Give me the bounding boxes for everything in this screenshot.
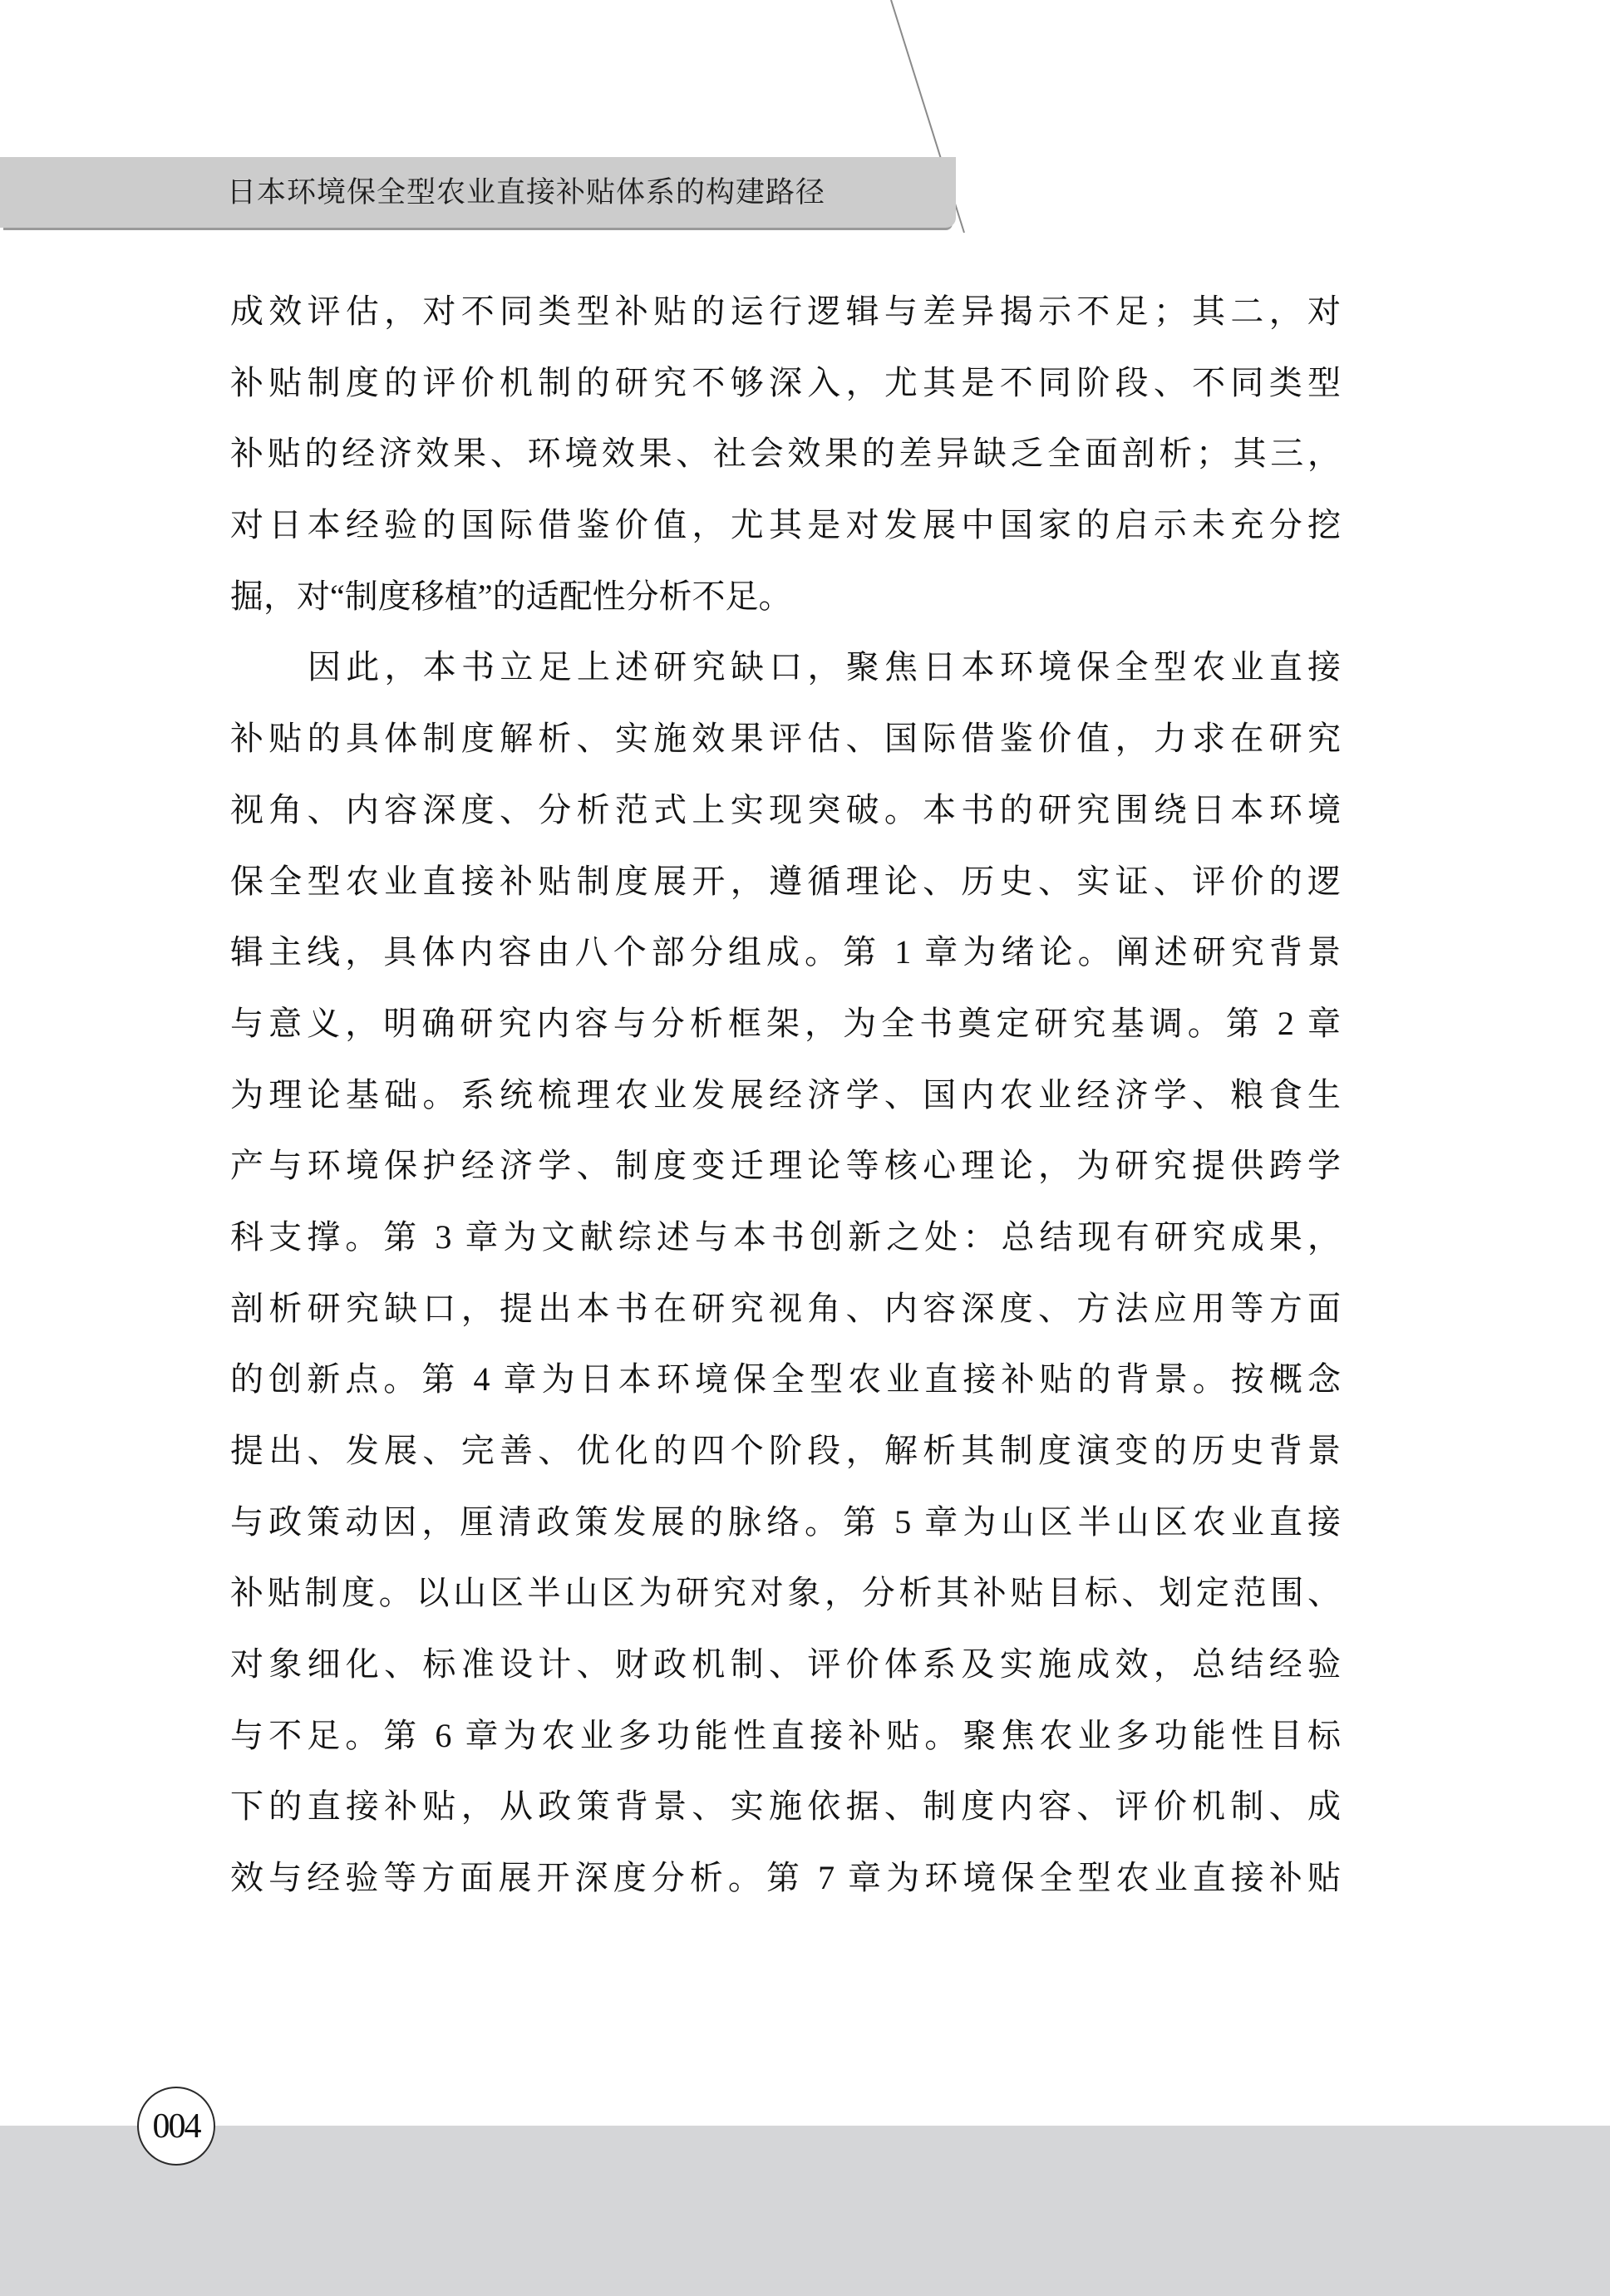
text-line: 提出、发展、完善、优化的四个阶段，解析其制度演变的历史背景 [230, 1432, 1341, 1469]
text-line: 产与环境保护经济学、制度变迁理论等核心理论，为研究提供跨学 [230, 1147, 1341, 1185]
text-line: 与政策动因，厘清政策发展的脉络。第 5 章为山区半山区农业直接 [230, 1502, 1341, 1541]
text-line: 下的直接补贴，从政策背景、实施依据、制度内容、评价机制、成 [230, 1787, 1341, 1826]
running-header-title: 日本环境保全型农业直接补贴体系的构建路径 [227, 176, 826, 209]
paragraph [230, 276, 1341, 632]
page-number: 004 [137, 2087, 215, 2166]
body-text [230, 276, 1341, 1914]
text-line: 辑主线，具体内容由八个部分组成。第 1 章为绪论。阐述研究背景 [230, 933, 1341, 971]
footer-band [0, 2126, 1610, 2296]
text-line: 保全型农业直接补贴制度展开，遵循理论、历史、实证、评价的逻 [230, 862, 1341, 900]
text-line: 补贴的具体制度解析、实施效果评估、国际借鉴价值，力求在研究 [230, 720, 1341, 758]
text-line: 成效评估，对不同类型补贴的运行逻辑与差异揭示不足；其二，对 [230, 293, 1341, 330]
text-line: 为理论基础。系统梳理农业发展经济学、国内农业经济学、粮食生 [230, 1075, 1341, 1114]
text-line: 与意义，明确研究内容与分析框架，为全书奠定研究基调。第 2 章 [230, 1004, 1341, 1042]
text-line: 掘，对“制度移植”的适配性分析不足。 [230, 577, 792, 615]
text-line: 补贴制度的评价机制的研究不够深入，尤其是不同阶段、不同类型 [230, 363, 1341, 401]
text-line: 科支撑。第 3 章为文献综述与本书创新之处：总结现有研究成果， [230, 1217, 1341, 1256]
text-line: 效与经验等方面展开深度分析。第 7 章为环境保全型农业直接补贴 [230, 1859, 1341, 1897]
text-line: 因此，本书立足上述研究缺口，聚焦日本环境保全型农业直接 [308, 648, 1341, 686]
text-line: 视角、内容深度、分析范式上实现突破。本书的研究围绕日本环境 [230, 790, 1341, 828]
text-line: 对象细化、标准设计、财政机制、评价体系及实施成效，总结经验 [230, 1645, 1341, 1684]
text-line: 补贴制度。以山区半山区为研究对象，分析其补贴目标、划定范围、 [230, 1574, 1341, 1612]
text-line: 剖析研究缺口，提出本书在研究视角、内容深度、方法应用等方面 [230, 1289, 1341, 1327]
text-line: 的创新点。第 4 章为日本环境保全型农业直接补贴的背景。按概念 [230, 1360, 1341, 1399]
paragraph [230, 632, 1341, 1913]
text-line: 对日本经验的国际借鉴价值，尤其是对发展中国家的启示未充分挖 [230, 506, 1341, 544]
text-line: 补贴的经济效果、环境效果、社会效果的差异缺乏全面剖析；其三， [230, 435, 1341, 473]
text-line: 与不足。第 6 章为农业多功能性直接补贴。聚焦农业多功能性目标 [230, 1716, 1341, 1754]
